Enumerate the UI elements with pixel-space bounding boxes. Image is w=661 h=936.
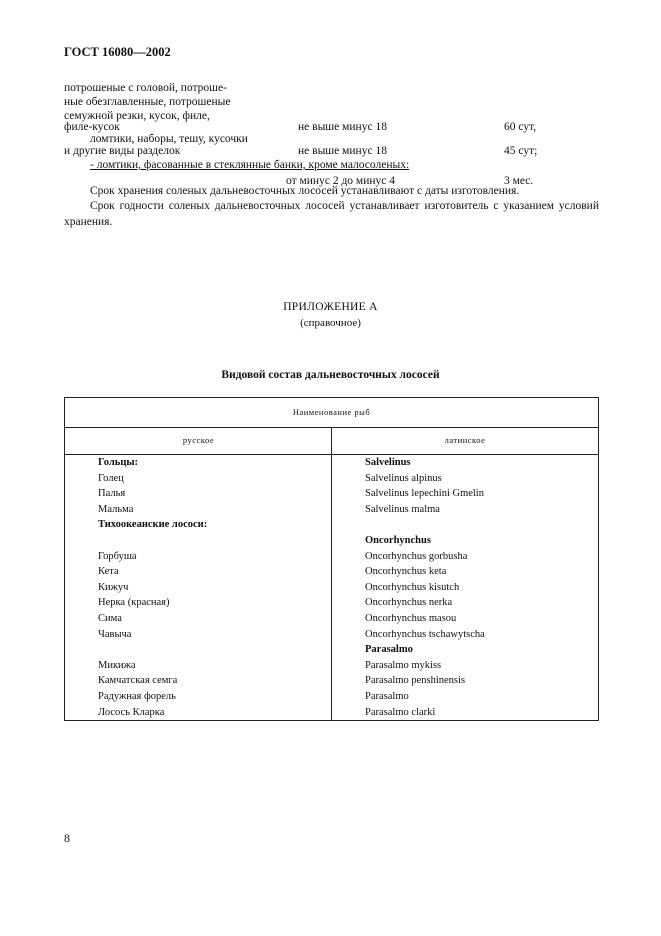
table-cell-latin: Parasalmo xyxy=(365,644,413,656)
table-cell-latin: Salvelinus xyxy=(365,457,411,468)
storage-line: и другие виды разделок xyxy=(64,145,181,157)
table-cell-russian: Мальма xyxy=(98,503,134,515)
column-divider xyxy=(331,427,332,720)
table-cell-russian: Тихоокеанские лососи: xyxy=(98,519,208,531)
storage-line: семужной резки, кусок, филе, xyxy=(64,110,210,122)
paragraph: Срок хранения соленых дальневосточных лососей устанавливают с даты изготовления. xyxy=(90,185,520,197)
table-cell-latin: Oncorhynchus tschawytscha xyxy=(365,628,485,640)
table-cell-russian: Нерка (красная) xyxy=(98,597,170,609)
table-header-russian: русское xyxy=(65,427,332,455)
table-cell-russian: Сима xyxy=(98,613,122,624)
table-cell-russian: Гольцы: xyxy=(98,457,139,468)
table-cell-russian: Палья xyxy=(98,488,126,500)
storage-temperature: не выше минус 18 xyxy=(298,145,387,157)
storage-line: потрошеные с головой, потроше- xyxy=(64,82,227,94)
appendix-label: ПРИЛОЖЕНИЕ А xyxy=(283,301,378,313)
table-cell-latin: Oncorhynchus kisutch xyxy=(365,581,460,593)
table-cell-russian: Голец xyxy=(98,472,124,484)
table-cell-latin: Oncorhynchus keta xyxy=(365,566,447,578)
table-header-main: Наименование рыб xyxy=(65,398,598,428)
table-cell-russian: Горбуша xyxy=(98,550,137,562)
table-cell-latin: Parasalmo xyxy=(365,691,409,702)
page-number: 8 xyxy=(64,831,70,845)
species-table xyxy=(64,397,599,721)
paragraph: Срок годности соленых дальневосточных лососей устанавливает изготовитель с указанием условий хранения. xyxy=(64,200,599,228)
table-cell-russian: Радужная форель xyxy=(98,691,176,702)
table-cell-latin: Oncorhynchus xyxy=(365,535,431,546)
table-cell-latin: Salvelinus lepechini Gmelin xyxy=(365,488,484,500)
table-cell-russian: Камчатская семга xyxy=(98,675,178,687)
table-cell-latin: Oncorhynchus gorbusha xyxy=(365,550,468,562)
storage-line: филе-кусок xyxy=(64,121,120,133)
storage-temperature: от минус 2 до минус 4 xyxy=(286,175,395,187)
storage-line: - ломтики, фасованные в стеклянные банки, кроме малосоленых: xyxy=(90,159,410,171)
table-cell-latin: Parasalmo penshinensis xyxy=(365,675,466,687)
table-cell-latin: Parasalmo mykiss xyxy=(365,659,442,671)
table-header-latin: латинское xyxy=(332,427,598,455)
table-cell-latin: Salvelinus alpinus xyxy=(365,472,442,484)
table-cell-latin: Oncorhynchus masou xyxy=(365,613,457,624)
table-cell-russian: Лосось Кларка xyxy=(98,706,165,718)
storage-term: 60 сут, xyxy=(504,121,537,133)
table-cell-russian: Микижа xyxy=(98,659,136,671)
table-cell-latin: Salvelinus malma xyxy=(365,503,440,515)
appendix-note: (справочное) xyxy=(300,317,361,329)
table-cell-russian: Кижуч xyxy=(98,581,129,593)
table-cell-latin: Parasalmo clarki xyxy=(365,706,436,718)
storage-line: ные обезглавленные, потрошеные xyxy=(64,96,231,108)
storage-temperature: не выше минус 18 xyxy=(298,121,387,133)
table-cell-russian: Чавыча xyxy=(98,628,132,640)
table-cell-latin: Oncorhynchus nerka xyxy=(365,597,453,609)
storage-term: 3 мес. xyxy=(504,175,534,187)
appendix-title: Видовой состав дальневосточных лососей xyxy=(221,369,440,381)
table-cell-russian: Кета xyxy=(98,566,119,578)
storage-line: ломтики, наборы, тешу, кусочки xyxy=(90,133,248,145)
storage-term: 45 сут; xyxy=(504,145,538,157)
document-header: ГОСТ 16080—2002 xyxy=(64,45,171,59)
